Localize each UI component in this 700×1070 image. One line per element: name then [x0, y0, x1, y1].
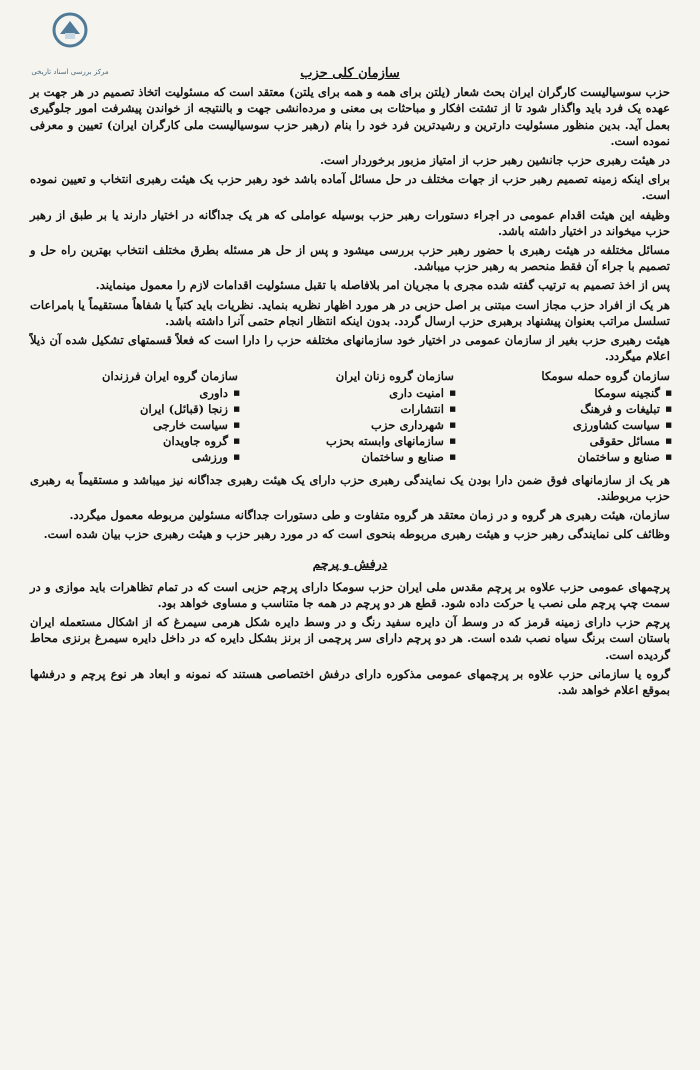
org-item: ■ امنیت داری: [246, 385, 454, 401]
org-column: [246, 368, 454, 465]
paragraph: در هیئت رهبری حزب جانشین رهبر حزب از امتیاز مزبور برخوردار است.: [319, 153, 670, 168]
organization-table: [30, 368, 670, 465]
paragraph: هر یک از سازمانهای فوق ضمن دارا بودن یک نمایندگی رهبری حزب دارای یک هیئت رهبری جداگانه نیز میباشد و مستقیماً به رهبری حزب مربوطند.: [30, 472, 670, 503]
org-item: ■ سیاست کشاورزی: [462, 417, 670, 433]
document-title: سازمان کلی حزب: [300, 66, 400, 81]
org-column: [30, 368, 238, 465]
paragraph: هیئت رهبری حزب بغیر از سازمان عمومی در اختیار خود سازمانهای مختلفه حزب را دارا است که فعلاً قسمتهای تشکیل شده آن ذیلاً اعلام میگردد.: [30, 333, 670, 364]
paragraph: پرچمهای عمومی حزب علاوه بر پرچم مقدس ملی ایران حزب سومکا دارای پرچم حزبی است که در تمام تظاهرات باید موازی و در سمت چپ پرچم ملی نصب یا حرکت داده شود. قطع هر دو پرچم در همه جا متناسب و مساوی خواهد بود.: [30, 579, 670, 610]
paragraph: وظائف کلی نمایندگی رهبر حزب و هیئت رهبری مربوطه بنحوی است که در مورد رهبر حزب و هیئت رهبری حزب بیان شده است.: [43, 527, 670, 542]
org-item: ■ سازمانهای وابسته بحزب: [246, 433, 454, 449]
paragraph: پس از اخذ تصمیم به ترتیب گفته شده مجری با مجریان امر بلافاصله با تقبل مسئولیت اقدامات لازم را معمول مینمایند.: [95, 278, 670, 293]
org-column-header: سازمان گروه حمله سومکا: [541, 369, 670, 384]
logo-caption: مرکز بررسی اسناد تاریخی: [31, 68, 109, 76]
document-body: [30, 66, 670, 701]
org-item: ■ انتشارات: [246, 401, 454, 417]
org-item: ■ گروه جاویدان: [30, 433, 238, 449]
paragraph: برای اینکه زمینه تصمیم رهبر حزب از جهات مختلف در حل مسائل آماده باشد خود رهبر حزب یک هیئت رهبری انتخاب و تعیین نموده است.: [30, 172, 670, 203]
org-item: ■ مسائل حقوقی: [462, 433, 670, 449]
paragraph: سازمان، هیئت رهبری هر گروه و در زمان معتقد هر گروه متفاوت و طی دستورات جداگانه مسئولین مربوطه معمول میگردد.: [69, 508, 670, 523]
org-item: ■ تبلیغات و فرهنگ: [462, 401, 670, 417]
org-column-header: سازمان گروه زنان ایران: [335, 369, 454, 384]
org-item: ■ زنجا (قبائل) ایران: [30, 401, 238, 417]
org-item: ■ صنایع و ساختمان: [462, 449, 670, 465]
archive-logo-icon: [52, 12, 88, 48]
org-column-header: سازمان گروه ایران فرزندان: [102, 369, 238, 384]
org-item: ■ ورزشی: [30, 449, 238, 465]
org-item: ■ صنایع و ساختمان: [246, 449, 454, 465]
paragraph: حزب سوسیالیست کارگران ایران بحث شعار (یلتن برای همه و همه برای یلتن) معتقد است که مسئولیت اتخاذ تصمیم در هر جهت بر عهده یک فرد باید واگذار شود تا از تشتت افکار و مباحثات بی معنی و مرده‌انشی جهت و بالنتیجه از خواندن پیشرفت امور جلوگیری بعمل آید. بدین منظور مسئولیت دارترین و رشیدترین فرد خود را بنام (رهبر حزب سوسیالیست ملی کارگران ایران) تعیین و معرفی نموده است.: [30, 85, 670, 148]
org-item: ■ سیاست خارجی: [30, 417, 238, 433]
org-item: ■ داوری: [30, 385, 238, 401]
paragraph: هر یک از افراد حزب مجاز است مبتنی بر اصل حزبی در هر مورد اظهار نظریه بنماید. نظریات باید کتباً یا شفاهاً مستقیماً یا بامراعات تسلسل مراتب بعنوان پیشنهاد برهبری حزب ارسال گردد. بدون اینکه انتظار انجام حتمی آنرا داشته باشد.: [30, 297, 670, 328]
org-item: ■ گنجینه سومکا: [462, 385, 670, 401]
section-subtitle: درفش و پرچم: [312, 556, 388, 572]
paragraph: مسائل مختلفه در هیئت رهبری با حضور رهبر حزب بررسی میشود و پس از حل هر مسئله بطرق مختلف انتخاب بهترین راه حل و تصمیم با جراء آن فقط منحصر به رهبر حزب میباشد.: [30, 243, 670, 274]
org-item: ■ شهرداری حزب: [246, 417, 454, 433]
org-column: [462, 368, 670, 465]
paragraph: پرچم حزب دارای زمینه قرمز که در وسط آن دایره سفید رنگ و در وسط دایره شکل هرمی سیمرغ که از اشکال مستعمله ایران باستان است برنگ سیاه نصب شده است. هر دو پرچم دارای سر پرچمی از برنز بشکل دایره که در داخل دایره سیمرغ برنزی محاط گردیده است.: [30, 615, 670, 662]
paragraph: وظیفه این هیئت اقدام عمومی در اجراء دستورات رهبر حزب بوسیله عواملی که هر یک جداگانه در اختیار دارند یا بر طبق از رهبر حزب میخواند در اختیار داشته باشد.: [30, 207, 670, 238]
paragraph: گروه یا سازمانی حزب علاوه بر پرچمهای عمومی مذکوره دارای درفش اختصاصی هستند که نمونه و ابعاد هر نوع پرچم و درفشها بموقع اعلام خواهد شد.: [30, 666, 670, 697]
